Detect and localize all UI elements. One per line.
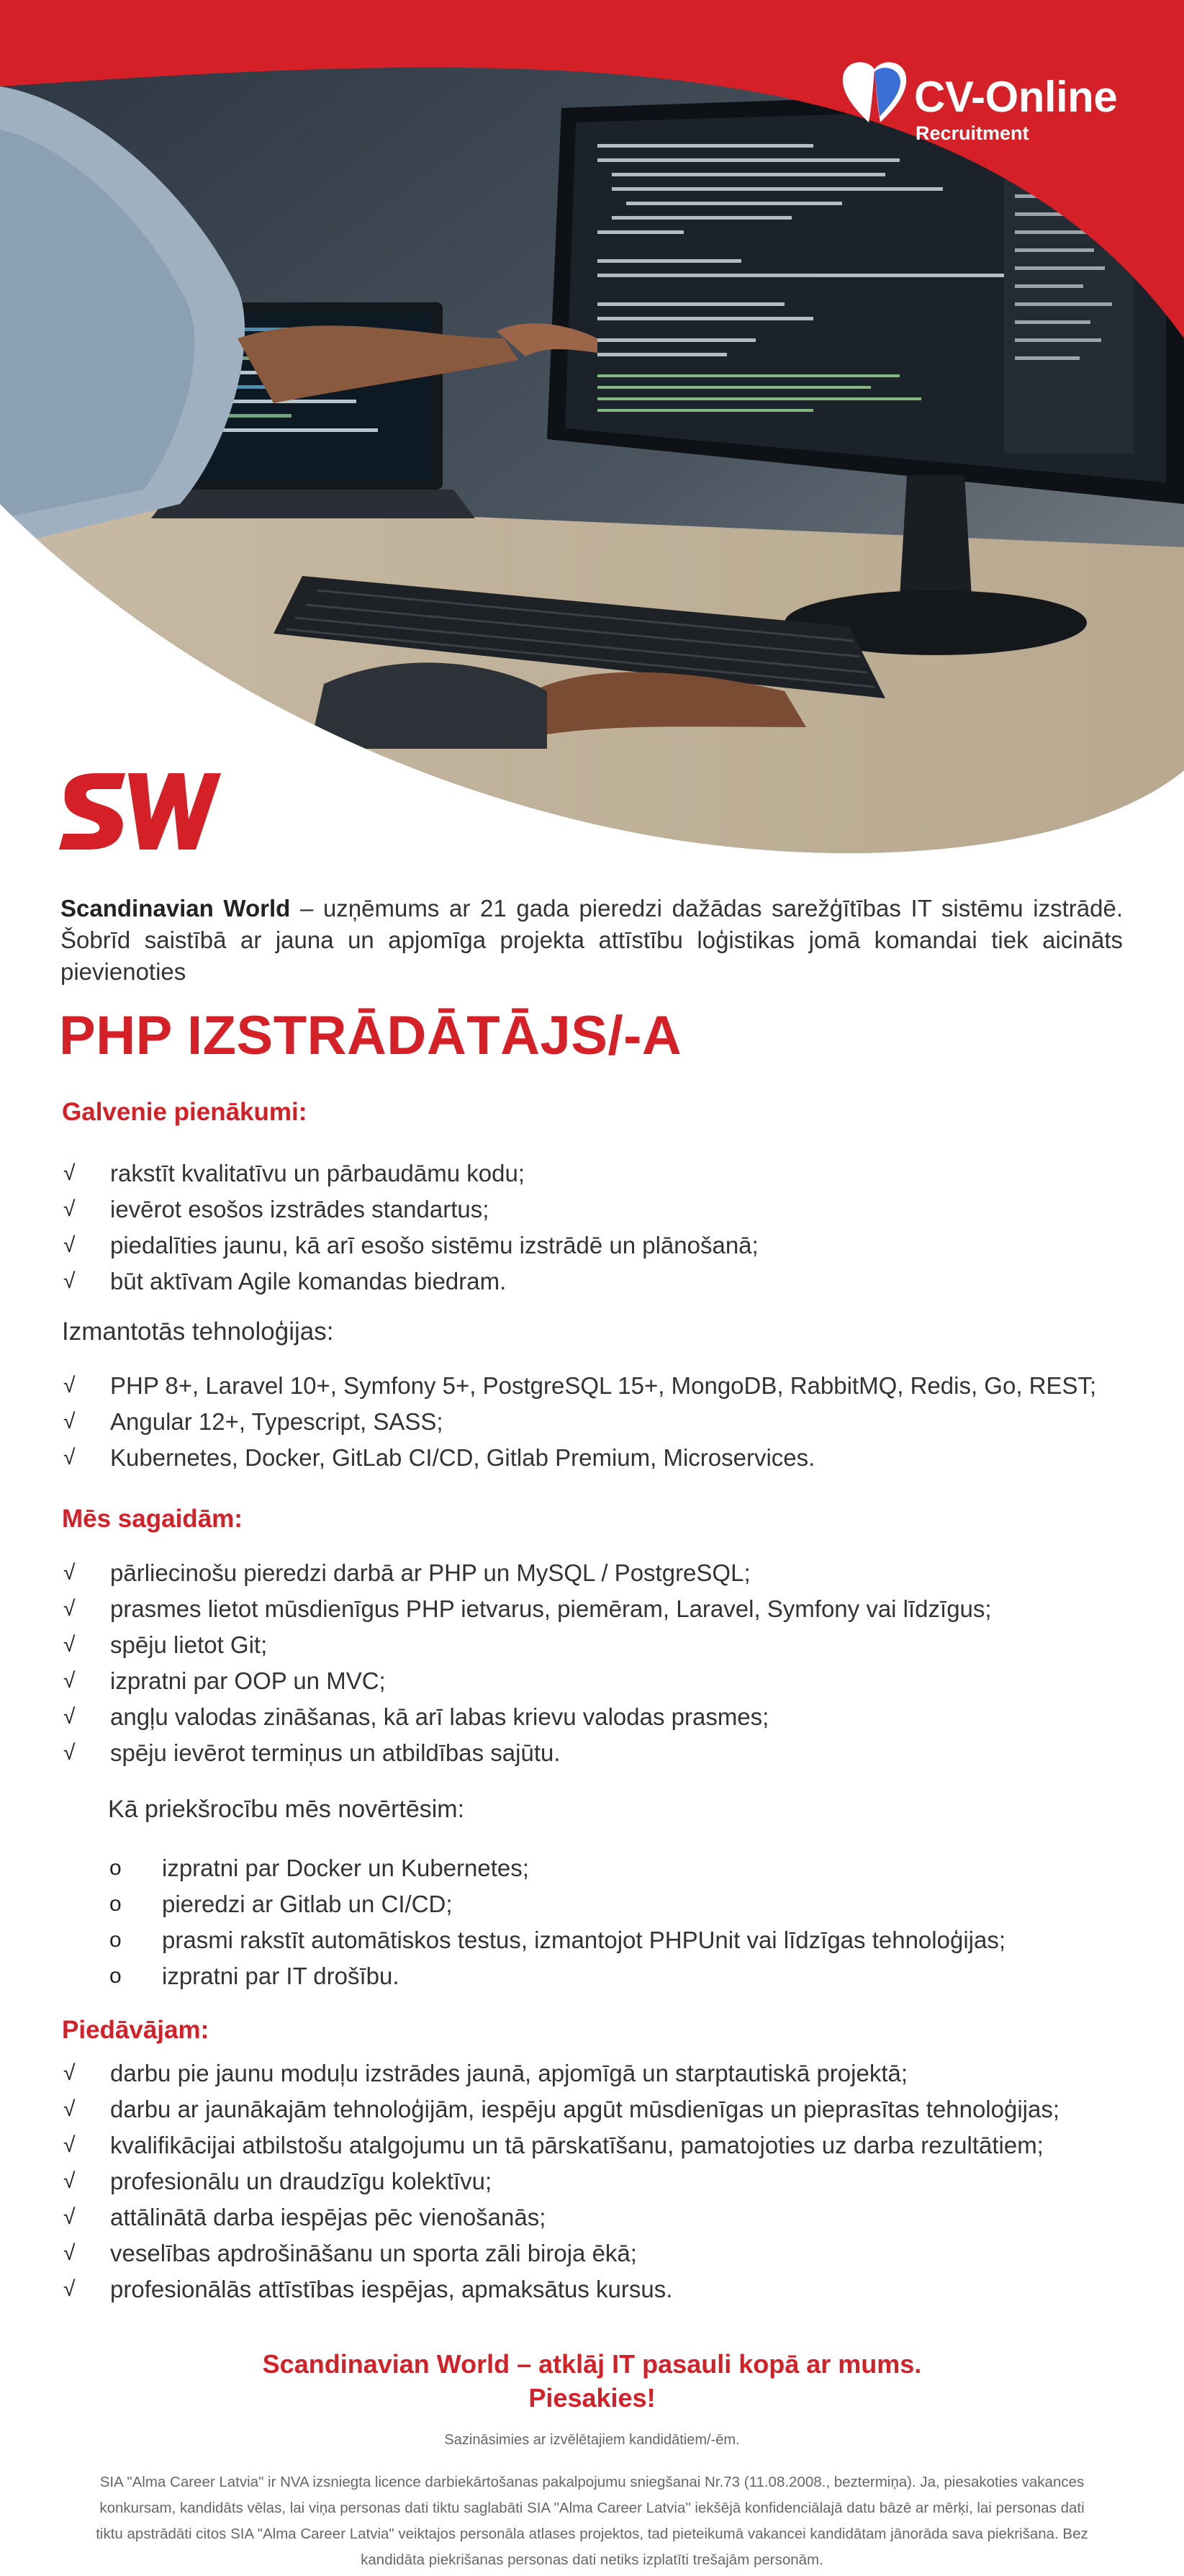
check-icon: √ <box>63 1741 76 1765</box>
check-icon: √ <box>63 1374 76 1397</box>
list-item: √ PHP 8+, Laravel 10+, Symfony 5+, PostgreSQL 15+, MongoDB, RabbitMQ, Redis, Go, REST; <box>62 1368 1142 1404</box>
list-item: o izpratni par IT drošību. <box>108 1958 1184 1994</box>
hero-banner <box>0 0 1184 864</box>
list-item: o pieredzi ar Gitlab un CI/CD; <box>108 1886 1184 1922</box>
advantage-list <box>108 1850 1184 1994</box>
offer-list <box>62 2055 1142 2307</box>
check-icon: √ <box>63 1233 76 1257</box>
cv-online-logo[interactable] <box>839 56 1141 150</box>
list-item: √ pārliecinošu pieredzi darbā ar PHP un MySQL / PostgreSQL; <box>62 1555 1142 1591</box>
list-item: √ spēju lietot Git; <box>62 1627 1142 1663</box>
check-icon: √ <box>63 1597 76 1621</box>
check-icon: √ <box>63 1561 76 1585</box>
contact-note: Sazināsimies ar izvēlētajiem kandidātiem/-ēm. <box>444 2432 740 2448</box>
requirements-heading: Mēs sagaidām: <box>62 1505 243 1533</box>
list-item: √ darbu ar jaunākajām tehnoloģijām, iespēju apgūt mūsdienīgas un pieprasītas tehnoloģijas; <box>62 2091 1142 2127</box>
duties-list <box>62 1156 1142 1300</box>
list-item: √ prasmes lietot mūsdienīgus PHP ietvarus, piemēram, Laravel, Symfony vai līdzīgus; <box>62 1591 1142 1627</box>
recruiter-subtitle: Recruitment <box>916 122 1029 144</box>
check-icon: √ <box>63 1161 76 1185</box>
duties-heading: Galvenie pienākumi: <box>62 1098 307 1126</box>
check-icon: √ <box>63 1410 76 1433</box>
scandinavian-world-logo <box>59 769 221 852</box>
bullet-icon: o <box>109 1964 122 1988</box>
intro-text: – uzņēmums ar 21 gada pieredzi dažādas sarežģītības IT sistēmu izstrādē. Šobrīd saistībā ar jauna un apjomīga projekta attīstību loģistikas jomā komandai tiek aicināts pievienoties <box>60 895 1123 985</box>
list-item: √ rakstīt kvalitatīvu un pārbaudāmu kodu; <box>62 1156 1142 1192</box>
list-item: √ piedalīties jaunu, kā arī esošo sistēmu izstrādē un plānošanā; <box>62 1228 1142 1264</box>
cv-online-mark-icon <box>839 56 910 128</box>
list-item: √ būt aktīvam Agile komandas biedram. <box>62 1264 1142 1300</box>
requirements-list <box>62 1555 1142 1771</box>
bullet-icon: o <box>109 1856 122 1880</box>
check-icon: √ <box>63 2061 76 2085</box>
list-item: √ attālinātā darba iespējas pēc vienošanās; <box>62 2199 1142 2235</box>
cta-apply[interactable]: Piesakies! <box>528 2383 656 2413</box>
list-item: √ Kubernetes, Docker, GitLab CI/CD, Gitlab Premium, Microservices. <box>62 1440 1142 1476</box>
list-item: √ angļu valodas zināšanas, kā arī labas krievu valodas prasmes; <box>62 1699 1142 1735</box>
list-item: √ spēju ievērot termiņus un atbildības sajūtu. <box>62 1735 1142 1771</box>
check-icon: √ <box>63 2241 76 2265</box>
bullet-icon: o <box>109 1892 122 1916</box>
list-item: √ veselības apdrošināšanu un sporta zāli biroja ēkā; <box>62 2235 1142 2271</box>
list-item: √ profesionālu un draudzīgu kolektīvu; <box>62 2163 1142 2199</box>
tech-heading: Izmantotās tehnoloģijas: <box>62 1318 334 1346</box>
intro-paragraph <box>60 893 1123 988</box>
check-icon: √ <box>63 1705 76 1729</box>
list-item: √ profesionālās attīstības iespējas, apmaksātus kursus. <box>62 2271 1142 2307</box>
check-icon: √ <box>63 2277 76 2301</box>
list-item: o prasmi rakstīt automātiskos testus, izmantojot PHPUnit vai līdzīgas tehnoloģijas; <box>108 1922 1184 1958</box>
advantage-heading: Kā priekšrocību mēs novērtēsim: <box>108 1796 465 1823</box>
tech-list <box>62 1368 1142 1476</box>
check-icon: √ <box>63 2205 76 2229</box>
check-icon: √ <box>63 1633 76 1657</box>
list-item: √ izpratni par OOP un MVC; <box>62 1663 1142 1699</box>
check-icon: √ <box>63 2097 76 2121</box>
check-icon: √ <box>63 2133 76 2157</box>
call-to-action[interactable] <box>0 2347 1184 2415</box>
list-item: √ ievērot esošos izstrādes standartus; <box>62 1192 1142 1228</box>
list-item: √ darbu pie jaunu moduļu izstrādes jaunā, apjomīgā un starptautiskā projektā; <box>62 2055 1142 2091</box>
offer-heading: Piedāvājam: <box>62 2016 209 2044</box>
check-icon: √ <box>63 1669 76 1693</box>
list-item: √ Angular 12+, Typescript, SASS; <box>62 1404 1142 1440</box>
check-icon: √ <box>63 1197 76 1221</box>
list-item: o izpratni par Docker un Kubernetes; <box>108 1850 1184 1886</box>
check-icon: √ <box>63 1446 76 1469</box>
legal-notice: SIA "Alma Career Latvia" ir NVA izsniegta licence darbiekārtošanas pakalpojumu sniegšanai Nr.73 (11.08.2008., beztermiņa). Ja, piesakoties vakances konkursam, kandidāts vēlas, lai viņa personas dati tiktu saglabāti SIA "Alma Career Latvia" iekšējā konfidenciālajā datu bāzē ar mērķi, lai personas dati tiktu apstrādāti citos SIA "Alma Career Latvia" veiktajos personāla atlases projektos, tad pieteikumā vakancei kandidātam jānorāda sava piekrišana. Bez kandidāta piekrišanas personas dati netiks izplatīti trešajām personām. <box>96 2474 1088 2568</box>
check-icon: √ <box>63 2169 76 2193</box>
bullet-icon: o <box>109 1928 122 1952</box>
job-title: PHP IZSTRĀDĀTĀJS/-A <box>59 1005 682 1066</box>
check-icon: √ <box>63 1269 76 1293</box>
list-item: √ kvalifikācijai atbilstošu atalgojumu un tā pārskatīšanu, pamatojoties uz darba rezultātiem; <box>62 2127 1142 2163</box>
recruiter-name: CV-Online <box>914 73 1118 121</box>
company-name: Scandinavian World <box>60 895 291 922</box>
cta-line-1: Scandinavian World – atklāj IT pasauli kopā ar mums. <box>262 2349 922 2379</box>
